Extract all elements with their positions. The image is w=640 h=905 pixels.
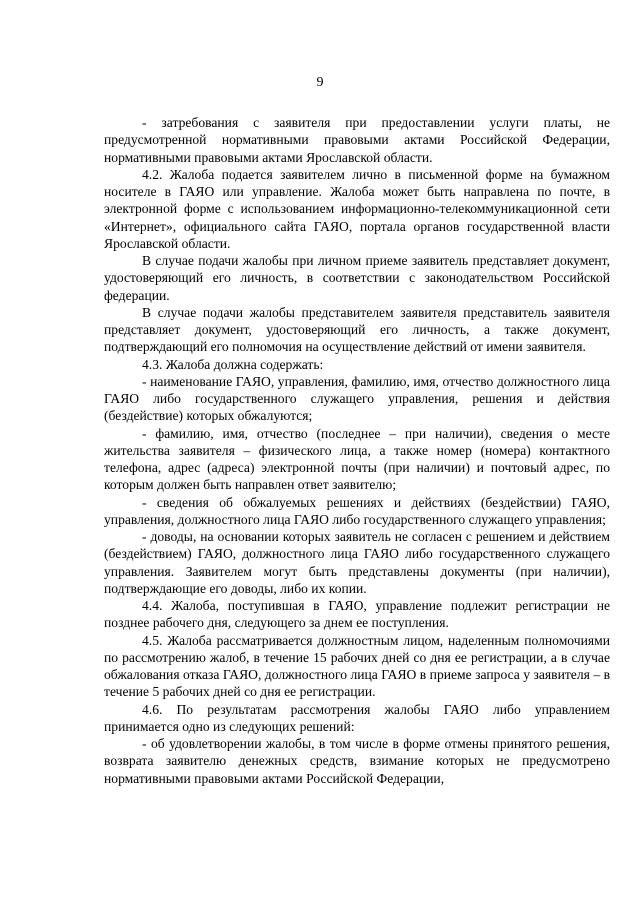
document-body <box>104 114 610 787</box>
paragraph-4-2: 4.2. Жалоба подается заявителем лично в письменной форме на бумажном носителе в ГАЯО или управление. Жалоба может быть направлена по почте, в электронной форме с использованием информационно-телекоммуникационной сети «Интернет», официального сайта ГАЯО, портала органов государственной власти Ярославской области. <box>104 166 610 251</box>
list-item-name: - наименование ГАЯО, управления, фамилию, имя, отчество должностного лица ГАЯО либо государственного служащего управления, решения и действия (бездействие) которых обжалуются; <box>104 373 610 424</box>
paragraph-4-6: 4.6. По результатам рассмотрения жалобы ГАЯО либо управлением принимается одно из следующих решений: <box>104 701 610 734</box>
paragraph-representative: В случае подачи жалобы представителем заявителя представитель заявителя представляет документ, удостоверяющий его личность, а также документ, подтверждающий его полномочия на осуществление действий от имени заявителя. <box>104 304 610 355</box>
page-number: 9 <box>316 75 324 90</box>
paragraph-personal-reception: В случае подачи жалобы при личном приеме заявитель представляет документ, удостоверяющий его личность, в соответствии с законодательством Российской федерации. <box>104 253 610 303</box>
paragraph-4-5: 4.5. Жалоба рассматривается должностным лицом, наделенным полномочиями по рассмотрению жалоб, в течение 15 рабочих дней со дня ее регистрации, а в случае обжалования отказа ГАЯО, должностного лица ГАЯО в приеме запроса у заявителя – в течение 5 рабочих дней со дня ее регистрации. <box>104 632 610 700</box>
paragraph-4-3: 4.3. Жалоба должна содержать: <box>142 356 324 372</box>
paragraph-fee-requirement: - затребования с заявителя при предоставлении услуги платы, не предусмотренной нормативными правовыми актами Российской Федерации, нормативными правовыми актами Ярославской области. <box>104 115 610 165</box>
list-item-applicant-details: - фамилию, имя, отчество (последнее – при наличии), сведения о месте жительства заявителя – физического лица, а также номер (номера) контактного телефона, адрес (адреса) электронной почты (при наличии) и почтовый адрес, по которым должен быть направлен ответ заявителю; <box>104 425 610 493</box>
list-item-satisfaction: - об удовлетворении жалобы, в том числе в форме отмены принятого решения, возврата заявителю денежных средств, взимание которых не предусмотрено нормативными правовыми актами Российской Федерации, <box>104 736 610 786</box>
paragraph-4-4: 4.4. Жалоба, поступившая в ГАЯО, управление подлежит регистрации не позднее рабочего дня, следующего за днем ее поступления. <box>104 598 610 631</box>
list-item-arguments: - доводы, на основании которых заявитель не согласен с решением и действием (бездействием) ГАЯО, должностного лица ГАЯО либо государственного служащего управления. Заявителем могут быть представлены документы (при наличии), подтверждающие его доводы, либо их копии. <box>104 529 610 596</box>
list-item-appealed-decisions: - сведения об обжалуемых решениях и действиях (бездействии) ГАЯО, управления, должностного лица ГАЯО либо государственного служащего управления; <box>104 494 610 527</box>
